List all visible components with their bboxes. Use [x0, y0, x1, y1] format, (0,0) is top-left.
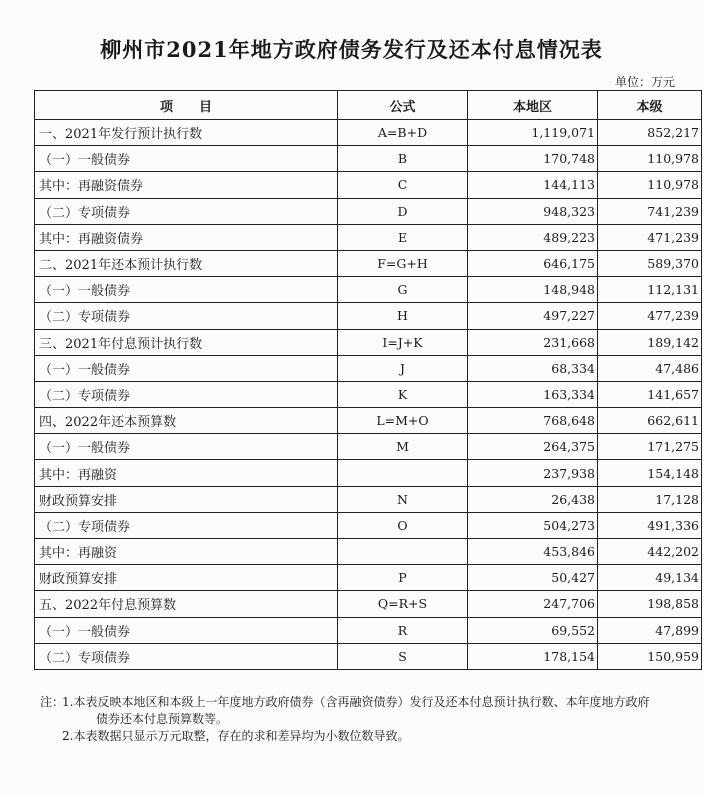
table-row [35, 224, 702, 250]
row-local-value: 237,938 [468, 460, 598, 486]
row-city-value: 852,217 [598, 120, 702, 146]
row-city-value: 189,142 [598, 329, 702, 355]
note-2: 2.本表数据只显示万元取整，存在的求和差异均为小数位数导致。 [62, 729, 410, 743]
table-row [35, 120, 702, 146]
row-city-value: 112,131 [598, 277, 702, 303]
table-row [35, 460, 702, 486]
row-formula: J [338, 355, 468, 381]
row-label: 四、2022年还本预算数 [35, 408, 338, 434]
row-formula: I=J+K [338, 329, 468, 355]
row-local-value: 178,154 [468, 643, 598, 669]
unit-label: 单位：万元 [614, 75, 675, 89]
row-city-value: 110,978 [598, 146, 702, 172]
row-city-value: 741,239 [598, 198, 702, 224]
table-row [35, 591, 702, 617]
table-row [35, 277, 702, 303]
row-local-value: 50,427 [468, 565, 598, 591]
row-city-value: 198,858 [598, 591, 702, 617]
table-row [35, 643, 702, 669]
row-city-value: 47,899 [598, 617, 702, 643]
row-label: 其中：再融资债券 [35, 224, 338, 250]
row-formula [338, 460, 468, 486]
row-label: （一）一般债券 [35, 434, 338, 460]
row-local-value: 768,648 [468, 408, 598, 434]
row-label: 二、2021年还本预计执行数 [35, 250, 338, 276]
row-label: 五、2022年付息预算数 [35, 591, 338, 617]
table-row [35, 434, 702, 460]
row-formula: C [338, 172, 468, 198]
row-label: 三、2021年付息预计执行数 [35, 329, 338, 355]
row-formula [338, 539, 468, 565]
row-label: 一、2021年发行预计执行数 [35, 120, 338, 146]
row-label: （一）一般债券 [35, 617, 338, 643]
row-label: 财政预算安排 [35, 486, 338, 512]
row-local-value: 231,668 [468, 329, 598, 355]
row-label: （一）一般债券 [35, 146, 338, 172]
table-row [35, 172, 702, 198]
table-header-row [35, 91, 702, 120]
row-label: （一）一般债券 [35, 355, 338, 381]
row-city-value: 110,978 [598, 172, 702, 198]
table-row [35, 146, 702, 172]
row-label: 其中：再融资 [35, 539, 338, 565]
row-local-value: 646,175 [468, 250, 598, 276]
row-label: （二）专项债券 [35, 303, 338, 329]
row-formula: S [338, 643, 468, 669]
row-local-value: 144,113 [468, 172, 598, 198]
row-local-value: 148,948 [468, 277, 598, 303]
row-city-value: 171,275 [598, 434, 702, 460]
table-row [35, 329, 702, 355]
row-local-value: 948,323 [468, 198, 598, 224]
row-label: （二）专项债券 [35, 381, 338, 407]
row-local-value: 26,438 [468, 486, 598, 512]
page-title: 柳州市2021年地方政府债务发行及还本付息情况表 [100, 37, 603, 62]
row-formula: L=M+O [338, 408, 468, 434]
row-formula: B [338, 146, 468, 172]
row-formula: F=G+H [338, 250, 468, 276]
row-formula: P [338, 565, 468, 591]
table-row [35, 565, 702, 591]
row-label: 财政预算安排 [35, 565, 338, 591]
row-city-value: 49,134 [598, 565, 702, 591]
row-city-value: 442,202 [598, 539, 702, 565]
table-row [35, 303, 702, 329]
row-local-value: 264,375 [468, 434, 598, 460]
header-formula: 公式 [338, 91, 468, 120]
row-local-value: 68,334 [468, 355, 598, 381]
row-city-value: 477,239 [598, 303, 702, 329]
row-city-value: 150,959 [598, 643, 702, 669]
table-row [35, 355, 702, 381]
row-formula: E [338, 224, 468, 250]
table-row [35, 539, 702, 565]
table-row [35, 486, 702, 512]
table-row [35, 250, 702, 276]
header-item: 项目 [35, 91, 338, 120]
table-row [35, 381, 702, 407]
row-formula: R [338, 617, 468, 643]
row-city-value: 491,336 [598, 512, 702, 538]
row-local-value: 497,227 [468, 303, 598, 329]
row-formula: Q=R+S [338, 591, 468, 617]
row-formula: N [338, 486, 468, 512]
note-1: 1.本表反映本地区和本级上一年度地方政府债券（含再融资债券）发行及还本付息预计执行数、本年度地方政府 [62, 695, 650, 709]
row-formula: K [338, 381, 468, 407]
table-row [35, 408, 702, 434]
row-city-value: 141,657 [598, 381, 702, 407]
debt-table [34, 90, 702, 670]
row-label: 其中：再融资债券 [35, 172, 338, 198]
notes [40, 694, 670, 745]
row-local-value: 247,706 [468, 591, 598, 617]
row-label: 其中：再融资 [35, 460, 338, 486]
row-city-value: 589,370 [598, 250, 702, 276]
row-local-value: 489,223 [468, 224, 598, 250]
notes-label: 注： [40, 695, 65, 709]
row-local-value: 1,119,071 [468, 120, 598, 146]
row-formula: D [338, 198, 468, 224]
row-city-value: 154,148 [598, 460, 702, 486]
row-city-value: 17,128 [598, 486, 702, 512]
row-city-value: 47,486 [598, 355, 702, 381]
row-local-value: 170,748 [468, 146, 598, 172]
row-city-value: 471,239 [598, 224, 702, 250]
header-local: 本地区 [468, 91, 598, 120]
table-row [35, 512, 702, 538]
row-local-value: 453,846 [468, 539, 598, 565]
row-formula: H [338, 303, 468, 329]
row-label: （二）专项债券 [35, 643, 338, 669]
row-label: （二）专项债券 [35, 198, 338, 224]
row-formula: A=B+D [338, 120, 468, 146]
row-formula: M [338, 434, 468, 460]
header-city: 本级 [598, 91, 702, 120]
row-label: （一）一般债券 [35, 277, 338, 303]
row-local-value: 69,552 [468, 617, 598, 643]
row-label: （二）专项债券 [35, 512, 338, 538]
row-formula: O [338, 512, 468, 538]
table-row [35, 617, 702, 643]
row-city-value: 662,611 [598, 408, 702, 434]
note-1-continued: 债券还本付息预算数等。 [96, 712, 229, 726]
table-row [35, 198, 702, 224]
row-local-value: 504,273 [468, 512, 598, 538]
row-formula: G [338, 277, 468, 303]
row-local-value: 163,334 [468, 381, 598, 407]
